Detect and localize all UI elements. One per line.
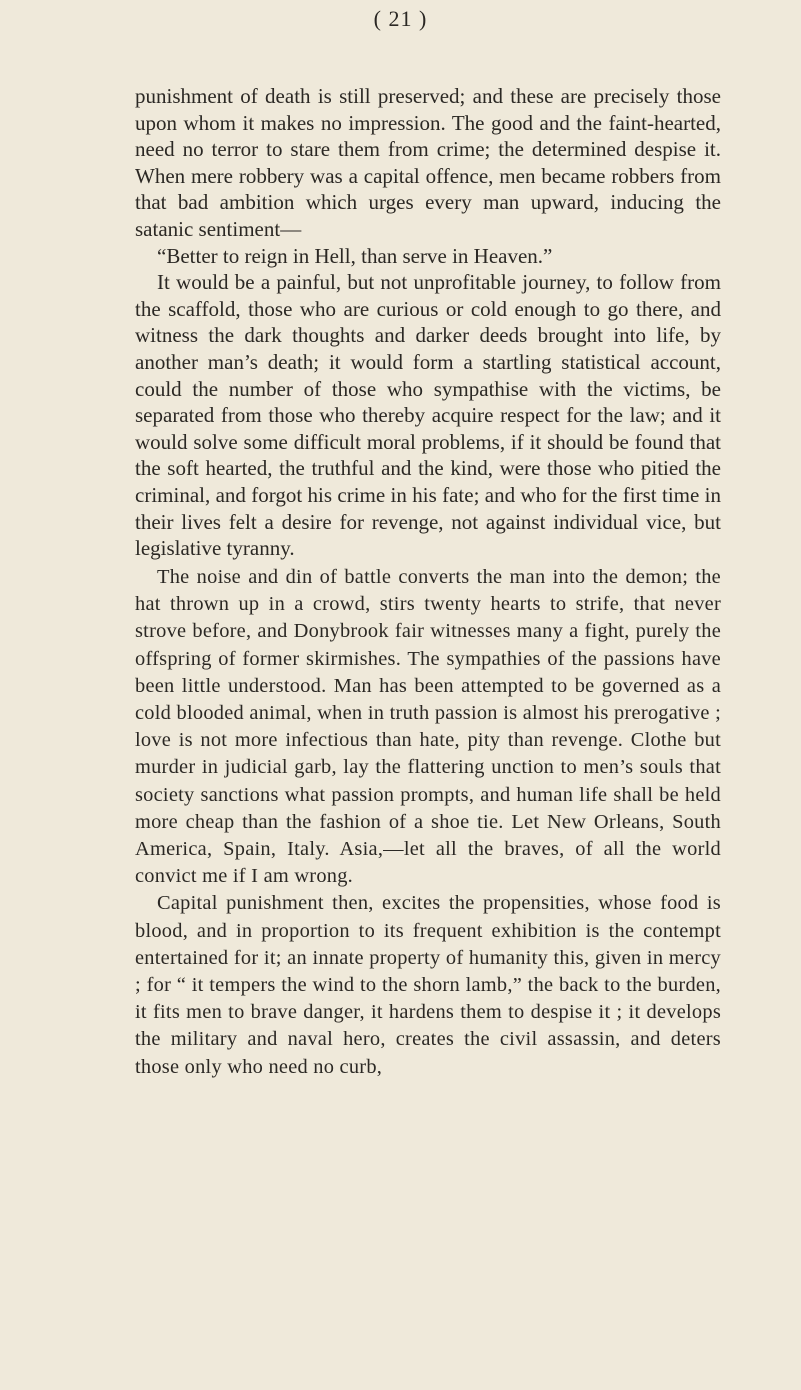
paragraph-capital-punishment: Capital punishment then, excites the propensities, whose food is blood, and in proportion to its frequent exhibition is the contempt entertained for it; an innate property of humanity this, given in mercy ; for “ it tempers the wind to the shorn lamb,” the back to the burden, it fits men to brave danger, it hardens them to despise it ; it develops the military and naval hero, creates the civil assassin, and deters those only who need no curb, [135,892,721,1078]
paragraph-scaffold: It would be a painful, but not unprofitable journey, to follow from the scaffold, those who are curious or cold enough to go there, and witness the dark thoughts and darker deeds brought into life, by another man’s death; it would form a startling statistical account, could the number of those who sympathise with the victims, be separated from those who thereby acquire respect for the law; and it would solve some difficult moral problems, if it should be found that the soft hearted, the truthful and the kind, were those who pitied the criminal, and forgot his crime in his fate; and who for the first time in their lives felt a desire for revenge, not against individual vice, but legislative tyranny. [135,270,721,561]
page-number: ( 21 ) [373,6,428,31]
quotation-line: “Better to reign in Hell, than serve in Heaven.” [157,243,553,268]
paragraph-continued: punishment of death is still preserved; and these are precisely those upon whom it makes no impression. The good and the faint-hearted, need no terror to stare them from crime; the determined despise it. When mere robbery was a capital offence, men became robbers from that bad ambition which urges every man upward, inducing the satanic sentiment— [135,84,721,241]
text-column-bottom [135,564,721,1081]
paragraph-battle: The noise and din of battle converts the man into the demon; the hat thrown up in a crowd, stirs twenty hearts to strife, that never strove before, and Donybrook fair witnesses many a fight, purely the offspring of former skirmishes. The sympathies of the passions have been little understood. Man has been attempted to be governed as a cold blooded animal, when in truth passion is almost his prerogative ; love is not more infectious than hate, pity than revenge. Clothe but murder in judicial garb, lay the flattering unction to men’s souls that society sanctions what passion prompts, and human life shall be held more cheap than the fashion of a shoe tie. Let New Orleans, South America, Spain, Italy. Asia,—let all the braves, of all the world convict me if I am wrong. [135,566,721,888]
text-column-top [135,83,721,562]
